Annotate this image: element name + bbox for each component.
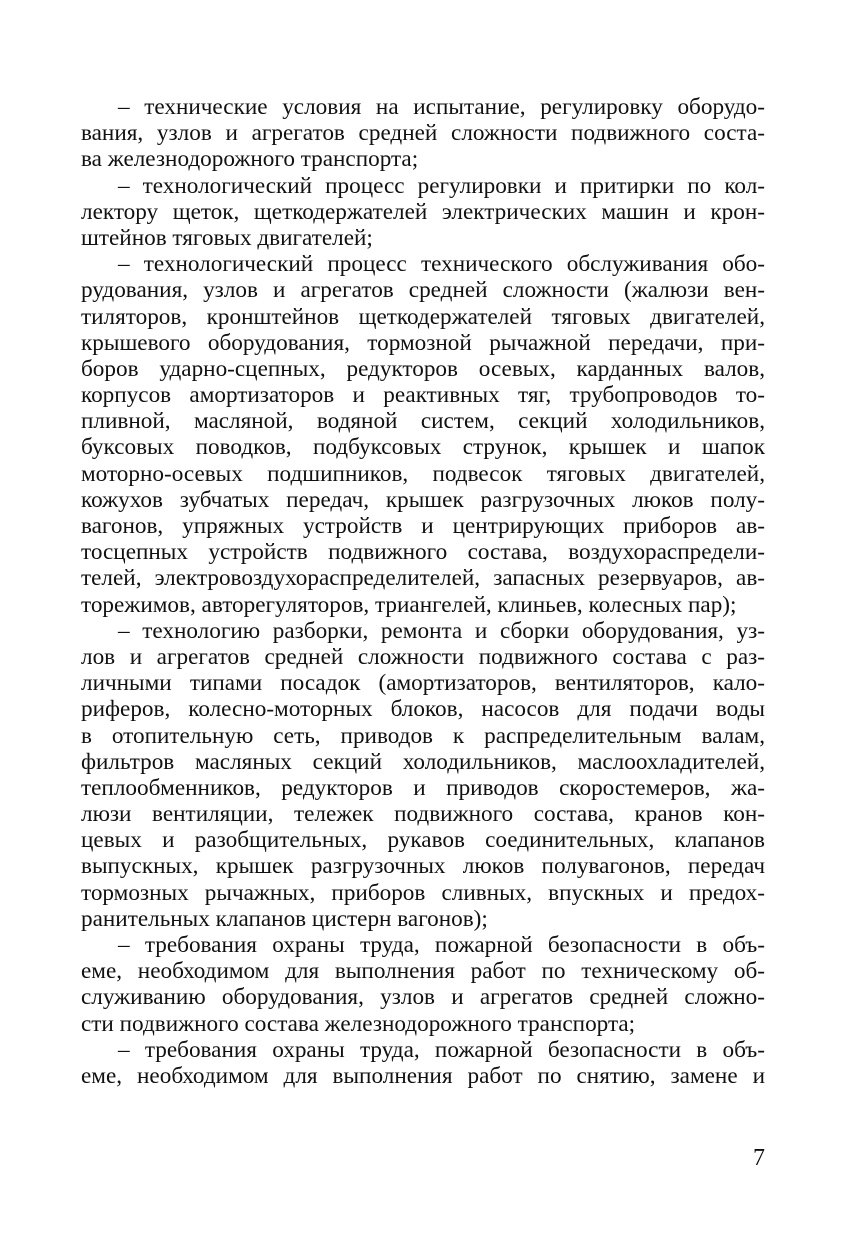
text-line: торежимов, авторегуляторов, триангелей, клиньев, колесных пар); bbox=[81, 591, 737, 618]
text-line: штейнов тяговых двигателей; bbox=[81, 224, 373, 251]
text-line: тосцепных устройств подвижного состава, воздухораспредели- bbox=[81, 539, 765, 566]
text-line: еме, необходимом для выполнения работ по снятию, замене и bbox=[81, 1062, 765, 1089]
text-line: рудования, узлов и агрегатов средней сложности (жалюзи вен- bbox=[81, 277, 765, 304]
text-line: – технологию разборки, ремонта и сборки оборудования, уз- bbox=[118, 617, 765, 644]
text-line: ва железнодорожного транспорта; bbox=[81, 146, 419, 173]
text-line: еме, необходимом для выполнения работ по техническому об- bbox=[81, 958, 765, 985]
body-text bbox=[81, 94, 765, 1089]
text-line: теплообменников, редукторов и приводов скоростемеров, жа- bbox=[81, 774, 765, 801]
text-line: моторно-осевых подшипников, подвесок тяговых двигателей, bbox=[81, 460, 765, 487]
text-line: риферов, колесно-моторных блоков, насосов для подачи воды bbox=[81, 696, 765, 723]
text-line: ранительных клапанов цистерн вагонов); bbox=[81, 905, 488, 932]
text-line: лов и агрегатов средней сложности подвижного состава с раз- bbox=[81, 643, 765, 670]
text-line: тиляторов, кронштейнов щеткодержателей тяговых двигателей, bbox=[81, 303, 765, 330]
text-line: боров ударно-сцепных, редукторов осевых, карданных валов, bbox=[81, 355, 765, 382]
text-line: служиванию оборудования, узлов и агрегатов средней сложно- bbox=[81, 984, 765, 1011]
text-line: личными типами посадок (амортизаторов, вентиляторов, кало- bbox=[81, 670, 765, 697]
text-line: – технические условия на испытание, регулировку оборудо- bbox=[118, 94, 765, 120]
text-line: буксовых поводков, подбуксовых струнок, крышек и шапок bbox=[81, 434, 765, 461]
text-line: лектору щеток, щеткодержателей электрических машин и крон- bbox=[81, 198, 765, 225]
text-line: кожухов зубчатых передач, крышек разгрузочных люков полу- bbox=[81, 486, 765, 513]
text-line: вагонов, упряжных устройств и центрирующих приборов ав- bbox=[81, 513, 765, 539]
text-line: вания, узлов и агрегатов средней сложности подвижного соста- bbox=[81, 120, 765, 147]
text-line: – требования охраны труда, пожарной безопасности в объ- bbox=[118, 1036, 765, 1063]
text-line: сти подвижного состава железнодорожного транспорта; bbox=[81, 1010, 636, 1037]
text-line: телей, электровоздухораспределителей, запасных резервуаров, ав- bbox=[81, 565, 765, 592]
text-line: крышевого оборудования, тормозной рычажной передачи, при- bbox=[81, 329, 765, 356]
text-line: люзи вентиляции, тележек подвижного состава, кранов кон- bbox=[81, 801, 765, 828]
text-line: пливной, масляной, водяной систем, секций холодильников, bbox=[81, 408, 765, 435]
text-line: тормозных рычажных, приборов сливных, впускных и предох- bbox=[81, 879, 765, 906]
text-line: – технологический процесс регулировки и притирки по кол- bbox=[118, 172, 765, 199]
text-line: цевых и разобщительных, рукавов соединительных, клапанов bbox=[81, 827, 765, 854]
text-line: в отопительную сеть, приводов к распределительным валам, bbox=[81, 722, 765, 749]
text-line: выпускных, крышек разгрузочных люков полувагонов, передач bbox=[81, 853, 765, 880]
text-line: – технологический процесс технического обслуживания обо- bbox=[118, 251, 765, 278]
text-line: корпусов амортизаторов и реактивных тяг, трубопроводов то- bbox=[81, 382, 765, 409]
page-number: 7 bbox=[753, 1145, 765, 1171]
text-line: фильтров масляных секций холодильников, маслоохладителей, bbox=[81, 748, 765, 775]
text-line: – требования охраны труда, пожарной безопасности в объ- bbox=[118, 932, 765, 958]
